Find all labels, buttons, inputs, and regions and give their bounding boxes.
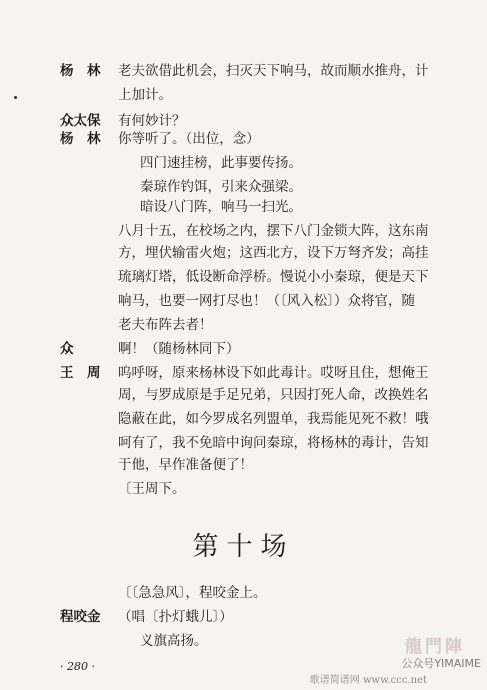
text-line: 义旗高扬。 bbox=[140, 633, 208, 649]
margin-dot bbox=[14, 96, 17, 99]
text-line: 秦琼作钓饵，引来众强梁。 bbox=[140, 179, 302, 195]
text-line: 呵有了，我不免暗中询问秦琼，将杨林的毒计，告知 bbox=[118, 435, 429, 451]
scene-title: 第十场 bbox=[192, 532, 295, 562]
speaker-name: 众太保 bbox=[60, 113, 101, 129]
text-line: 上加计。 bbox=[118, 87, 172, 103]
speaker-name: 众 bbox=[60, 341, 74, 357]
text-line: 于他，早作准备便了！ bbox=[118, 457, 253, 473]
text-line: 隐蔽在此，如今罗成名列盟单，我焉能见死不救！哦 bbox=[118, 411, 429, 427]
speaker-name: 杨 林 bbox=[60, 131, 101, 147]
text-line: 老夫欲借此机会，扫灭天下响马，故而顺水推舟，计 bbox=[118, 63, 429, 79]
text-line: 呜呼呀，原来杨林设下如此毒计。哎呀且住，想俺王 bbox=[118, 365, 429, 381]
text-line: 琉璃灯塔，低设断命浮桥。慢说小小秦琼，便是天下 bbox=[118, 269, 429, 285]
text-line: 方，埋伏输雷火炮；这西北方，设下万弩齐发；高挂 bbox=[118, 245, 429, 261]
text-line: 〔王周下。 bbox=[118, 481, 186, 497]
text-line: 周，与罗成原是手足兄弟，只因打死人命，改换姓名 bbox=[118, 387, 429, 403]
watermark-account: 公众号YIMAIME bbox=[401, 657, 481, 670]
text-line: 〔〔急急风〕，程咬金上。 bbox=[118, 585, 267, 601]
text-line: 有何妙计？ bbox=[118, 113, 186, 129]
text-line: 老夫布阵去者！ bbox=[118, 317, 213, 333]
text-line: 八月十五，在校场之内，摆下八门金锁大阵，这东南 bbox=[118, 223, 429, 239]
page-number: · 280 · bbox=[60, 660, 95, 673]
speaker-name: 杨 林 bbox=[60, 63, 101, 79]
watermark-site: 歌谱简谱网 www.ccc.net bbox=[309, 675, 427, 686]
text-line: （唱〔扑灯蛾儿〕） bbox=[118, 609, 233, 625]
text-line: 你等听了。（出位，念） bbox=[118, 131, 260, 147]
text-line: 四门速挂榜，此事要传扬。 bbox=[140, 155, 302, 171]
speaker-name: 王 周 bbox=[60, 365, 101, 381]
text-line: 响马，也要一网打尽也！（〔风入松〕）众将官，随 bbox=[118, 293, 415, 309]
text-line: 啊！（随杨林同下） bbox=[118, 341, 240, 357]
speaker-name: 程咬金 bbox=[60, 609, 101, 625]
text-line: 暗设八门阵，响马一扫光。 bbox=[140, 199, 302, 215]
watermark-logo: 龍門陣 bbox=[405, 637, 465, 657]
